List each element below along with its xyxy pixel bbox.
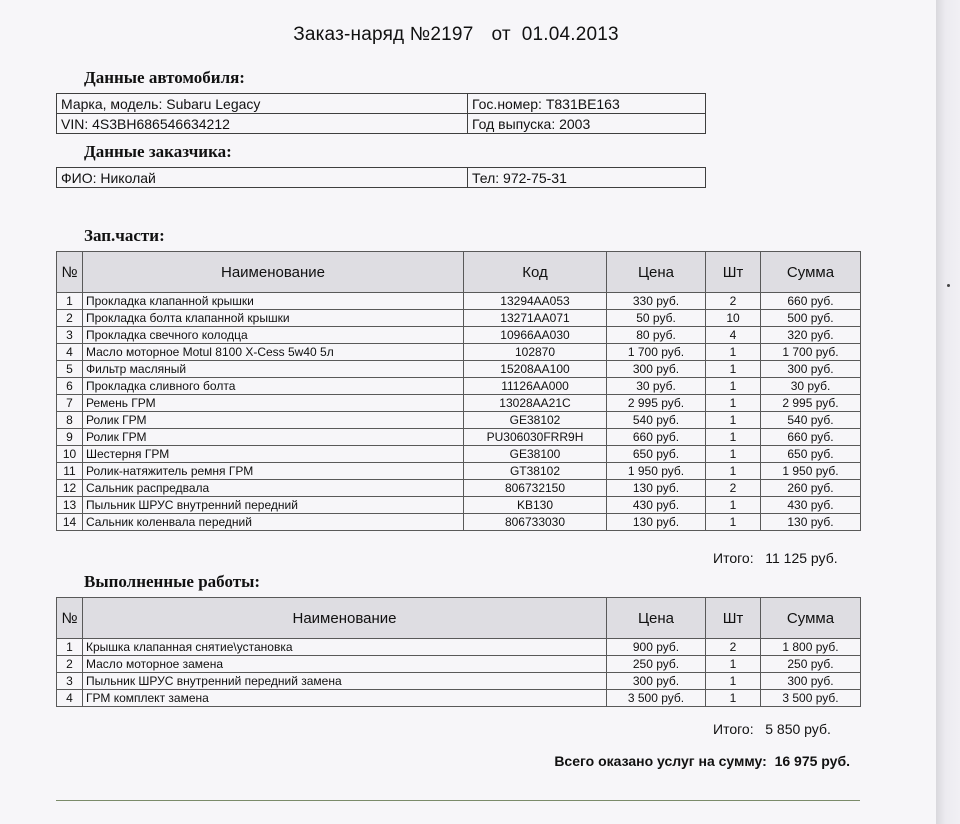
works-header-row: [57, 598, 861, 639]
parts-cell: KB130: [464, 497, 607, 514]
parts-cell: 7: [57, 395, 83, 412]
parts-cell: Ролик-натяжитель ремня ГРМ: [83, 463, 464, 480]
parts-cell: GT38102: [464, 463, 607, 480]
parts-cell: 11: [57, 463, 83, 480]
parts-cell: 540 руб.: [607, 412, 706, 429]
parts-cell: 660 руб.: [761, 293, 861, 310]
parts-cell: Ролик ГРМ: [83, 429, 464, 446]
scanner-edge: [936, 0, 960, 824]
parts-cell: 430 руб.: [761, 497, 861, 514]
parts-cell: Фильтр масляный: [83, 361, 464, 378]
parts-cell: 1: [706, 344, 761, 361]
parts-cell: 1: [706, 514, 761, 531]
table-row: [57, 429, 861, 446]
works-total-value: 5 850 руб.: [765, 721, 831, 737]
works-total-label: Итого:: [713, 721, 754, 737]
parts-total-label: Итого:: [713, 550, 754, 566]
parts-cell: 806732150: [464, 480, 607, 497]
parts-cell: 13028AA21C: [464, 395, 607, 412]
parts-cell: Ролик ГРМ: [83, 412, 464, 429]
parts-section-title: Зап.части:: [84, 226, 165, 245]
table-row: [57, 656, 861, 673]
parts-column-header: Шт: [706, 252, 761, 293]
parts-cell: 430 руб.: [607, 497, 706, 514]
parts-cell: Сальник коленвала передний: [83, 514, 464, 531]
table-row: [57, 639, 861, 656]
works-cell: 1 800 руб.: [761, 639, 861, 656]
table-row: [57, 293, 861, 310]
parts-cell: 15208AA100: [464, 361, 607, 378]
table-row: [57, 310, 861, 327]
table-row: [57, 395, 861, 412]
parts-cell: 130 руб.: [607, 480, 706, 497]
parts-column-header: №: [57, 252, 83, 293]
scan-speck: [947, 284, 950, 287]
table-row: [57, 497, 861, 514]
car-plate: Гос.номер: Т831ВЕ163: [468, 94, 706, 114]
customer-name: ФИО: Николай: [57, 168, 468, 188]
parts-cell: 1: [706, 412, 761, 429]
car-vin: VIN: 4S3BH686546634212: [57, 114, 468, 134]
date-prefix: от: [491, 24, 511, 45]
parts-cell: 300 руб.: [607, 361, 706, 378]
works-cell: 300 руб.: [607, 673, 706, 690]
works-column-header: Наименование: [83, 598, 607, 639]
parts-cell: 1 950 руб.: [761, 463, 861, 480]
works-section-title: Выполненные работы:: [84, 572, 261, 591]
parts-cell: GE38100: [464, 446, 607, 463]
parts-cell: 11126AA000: [464, 378, 607, 395]
table-row: [57, 446, 861, 463]
parts-cell: 10: [706, 310, 761, 327]
table-row: [57, 412, 861, 429]
parts-cell: 30 руб.: [761, 378, 861, 395]
customer-info-table: [56, 167, 706, 188]
table-row: [57, 480, 861, 497]
parts-cell: Пыльник ШРУС внутренний передний: [83, 497, 464, 514]
parts-cell: 650 руб.: [761, 446, 861, 463]
parts-cell: 300 руб.: [761, 361, 861, 378]
parts-cell: 1 700 руб.: [607, 344, 706, 361]
works-column-header: Цена: [607, 598, 706, 639]
parts-cell: 1: [706, 395, 761, 412]
table-row: [57, 463, 861, 480]
parts-cell: 500 руб.: [761, 310, 861, 327]
parts-cell: 2 995 руб.: [607, 395, 706, 412]
parts-cell: 660 руб.: [607, 429, 706, 446]
works-cell: Масло моторное замена: [83, 656, 607, 673]
parts-cell: 9: [57, 429, 83, 446]
parts-cell: GE38102: [464, 412, 607, 429]
parts-cell: 320 руб.: [761, 327, 861, 344]
works-cell: 900 руб.: [607, 639, 706, 656]
works-cell: 1: [706, 690, 761, 707]
parts-cell: 2: [706, 293, 761, 310]
parts-cell: 30 руб.: [607, 378, 706, 395]
customer-phone: Тел: 972-75-31: [468, 168, 706, 188]
order-date: 01.04.2013: [521, 24, 619, 45]
car-info-row: [57, 94, 706, 114]
works-cell: 3 500 руб.: [761, 690, 861, 707]
parts-cell: 13294AA053: [464, 293, 607, 310]
parts-cell: 130 руб.: [607, 514, 706, 531]
parts-cell: 50 руб.: [607, 310, 706, 327]
parts-total: [713, 550, 838, 566]
parts-cell: 13271AA071: [464, 310, 607, 327]
parts-cell: 2: [57, 310, 83, 327]
parts-cell: 1: [706, 378, 761, 395]
parts-cell: 4: [57, 344, 83, 361]
parts-cell: 13: [57, 497, 83, 514]
parts-cell: 1: [57, 293, 83, 310]
parts-cell: 1: [706, 463, 761, 480]
parts-cell: Прокладка сливного болта: [83, 378, 464, 395]
parts-cell: PU306030FRR9H: [464, 429, 607, 446]
works-cell: 250 руб.: [607, 656, 706, 673]
works-cell: 1: [706, 673, 761, 690]
works-table: [56, 597, 861, 707]
parts-cell: 2: [706, 480, 761, 497]
works-cell: 250 руб.: [761, 656, 861, 673]
works-cell: 3: [57, 673, 83, 690]
works-cell: 1: [706, 656, 761, 673]
parts-cell: Прокладка свечного колодца: [83, 327, 464, 344]
works-column-header: №: [57, 598, 83, 639]
car-info-row: [57, 114, 706, 134]
parts-cell: Шестерня ГРМ: [83, 446, 464, 463]
parts-cell: 1: [706, 446, 761, 463]
parts-cell: 540 руб.: [761, 412, 861, 429]
parts-cell: 4: [706, 327, 761, 344]
parts-cell: 12: [57, 480, 83, 497]
car-model: Марка, модель: Subaru Legacy: [57, 94, 468, 114]
table-row: [57, 378, 861, 395]
works-cell: ГРМ комплект замена: [83, 690, 607, 707]
parts-total-value: 11 125 руб.: [765, 550, 838, 566]
works-cell: Крышка клапанная снятие\установка: [83, 639, 607, 656]
works-cell: Пыльник ШРУС внутренний передний замена: [83, 673, 607, 690]
parts-cell: Прокладка клапанной крышки: [83, 293, 464, 310]
parts-table: [56, 251, 861, 531]
parts-cell: 660 руб.: [761, 429, 861, 446]
parts-cell: Прокладка болта клапанной крышки: [83, 310, 464, 327]
parts-cell: Ремень ГРМ: [83, 395, 464, 412]
parts-cell: 330 руб.: [607, 293, 706, 310]
car-info-table: [56, 93, 706, 134]
parts-column-header: Сумма: [761, 252, 861, 293]
works-cell: 2: [57, 656, 83, 673]
parts-cell: 10966AA030: [464, 327, 607, 344]
table-row: [57, 361, 861, 378]
parts-cell: 1: [706, 497, 761, 514]
customer-info-row: [57, 168, 706, 188]
table-row: [57, 690, 861, 707]
parts-column-header: Наименование: [83, 252, 464, 293]
parts-cell: 650 руб.: [607, 446, 706, 463]
works-column-header: Сумма: [761, 598, 861, 639]
parts-cell: 1 700 руб.: [761, 344, 861, 361]
parts-column-header: Цена: [607, 252, 706, 293]
works-cell: 3 500 руб.: [607, 690, 706, 707]
grand-total: [500, 753, 850, 769]
parts-cell: 5: [57, 361, 83, 378]
parts-column-header: Код: [464, 252, 607, 293]
parts-cell: 102870: [464, 344, 607, 361]
parts-cell: 2 995 руб.: [761, 395, 861, 412]
parts-cell: 80 руб.: [607, 327, 706, 344]
parts-cell: 8: [57, 412, 83, 429]
parts-header-row: [57, 252, 861, 293]
grand-total-label: Всего оказано услуг на сумму:: [554, 753, 767, 769]
parts-cell: 3: [57, 327, 83, 344]
parts-cell: 10: [57, 446, 83, 463]
customer-section-title: Данные заказчика:: [84, 142, 232, 161]
parts-cell: 806733030: [464, 514, 607, 531]
works-cell: 4: [57, 690, 83, 707]
parts-cell: 1: [706, 429, 761, 446]
table-row: [57, 514, 861, 531]
parts-cell: 14: [57, 514, 83, 531]
car-year: Год выпуска: 2003: [468, 114, 706, 134]
parts-cell: Сальник распредвала: [83, 480, 464, 497]
works-column-header: Шт: [706, 598, 761, 639]
table-row: [57, 344, 861, 361]
table-row: [57, 327, 861, 344]
document-title: [0, 24, 912, 46]
bottom-rule: [56, 800, 860, 801]
parts-cell: 6: [57, 378, 83, 395]
parts-cell: 260 руб.: [761, 480, 861, 497]
parts-cell: Масло моторное Motul 8100 X-Cess 5w40 5л: [83, 344, 464, 361]
works-total: [713, 721, 831, 737]
parts-cell: 1 950 руб.: [607, 463, 706, 480]
works-cell: 1: [57, 639, 83, 656]
order-number: Заказ-наряд №2197: [293, 24, 474, 45]
table-row: [57, 673, 861, 690]
parts-cell: 1: [706, 361, 761, 378]
works-cell: 2: [706, 639, 761, 656]
parts-cell: 130 руб.: [761, 514, 861, 531]
car-section-title: Данные автомобиля:: [84, 68, 245, 87]
grand-total-value: 16 975 руб.: [774, 753, 850, 769]
works-cell: 300 руб.: [761, 673, 861, 690]
